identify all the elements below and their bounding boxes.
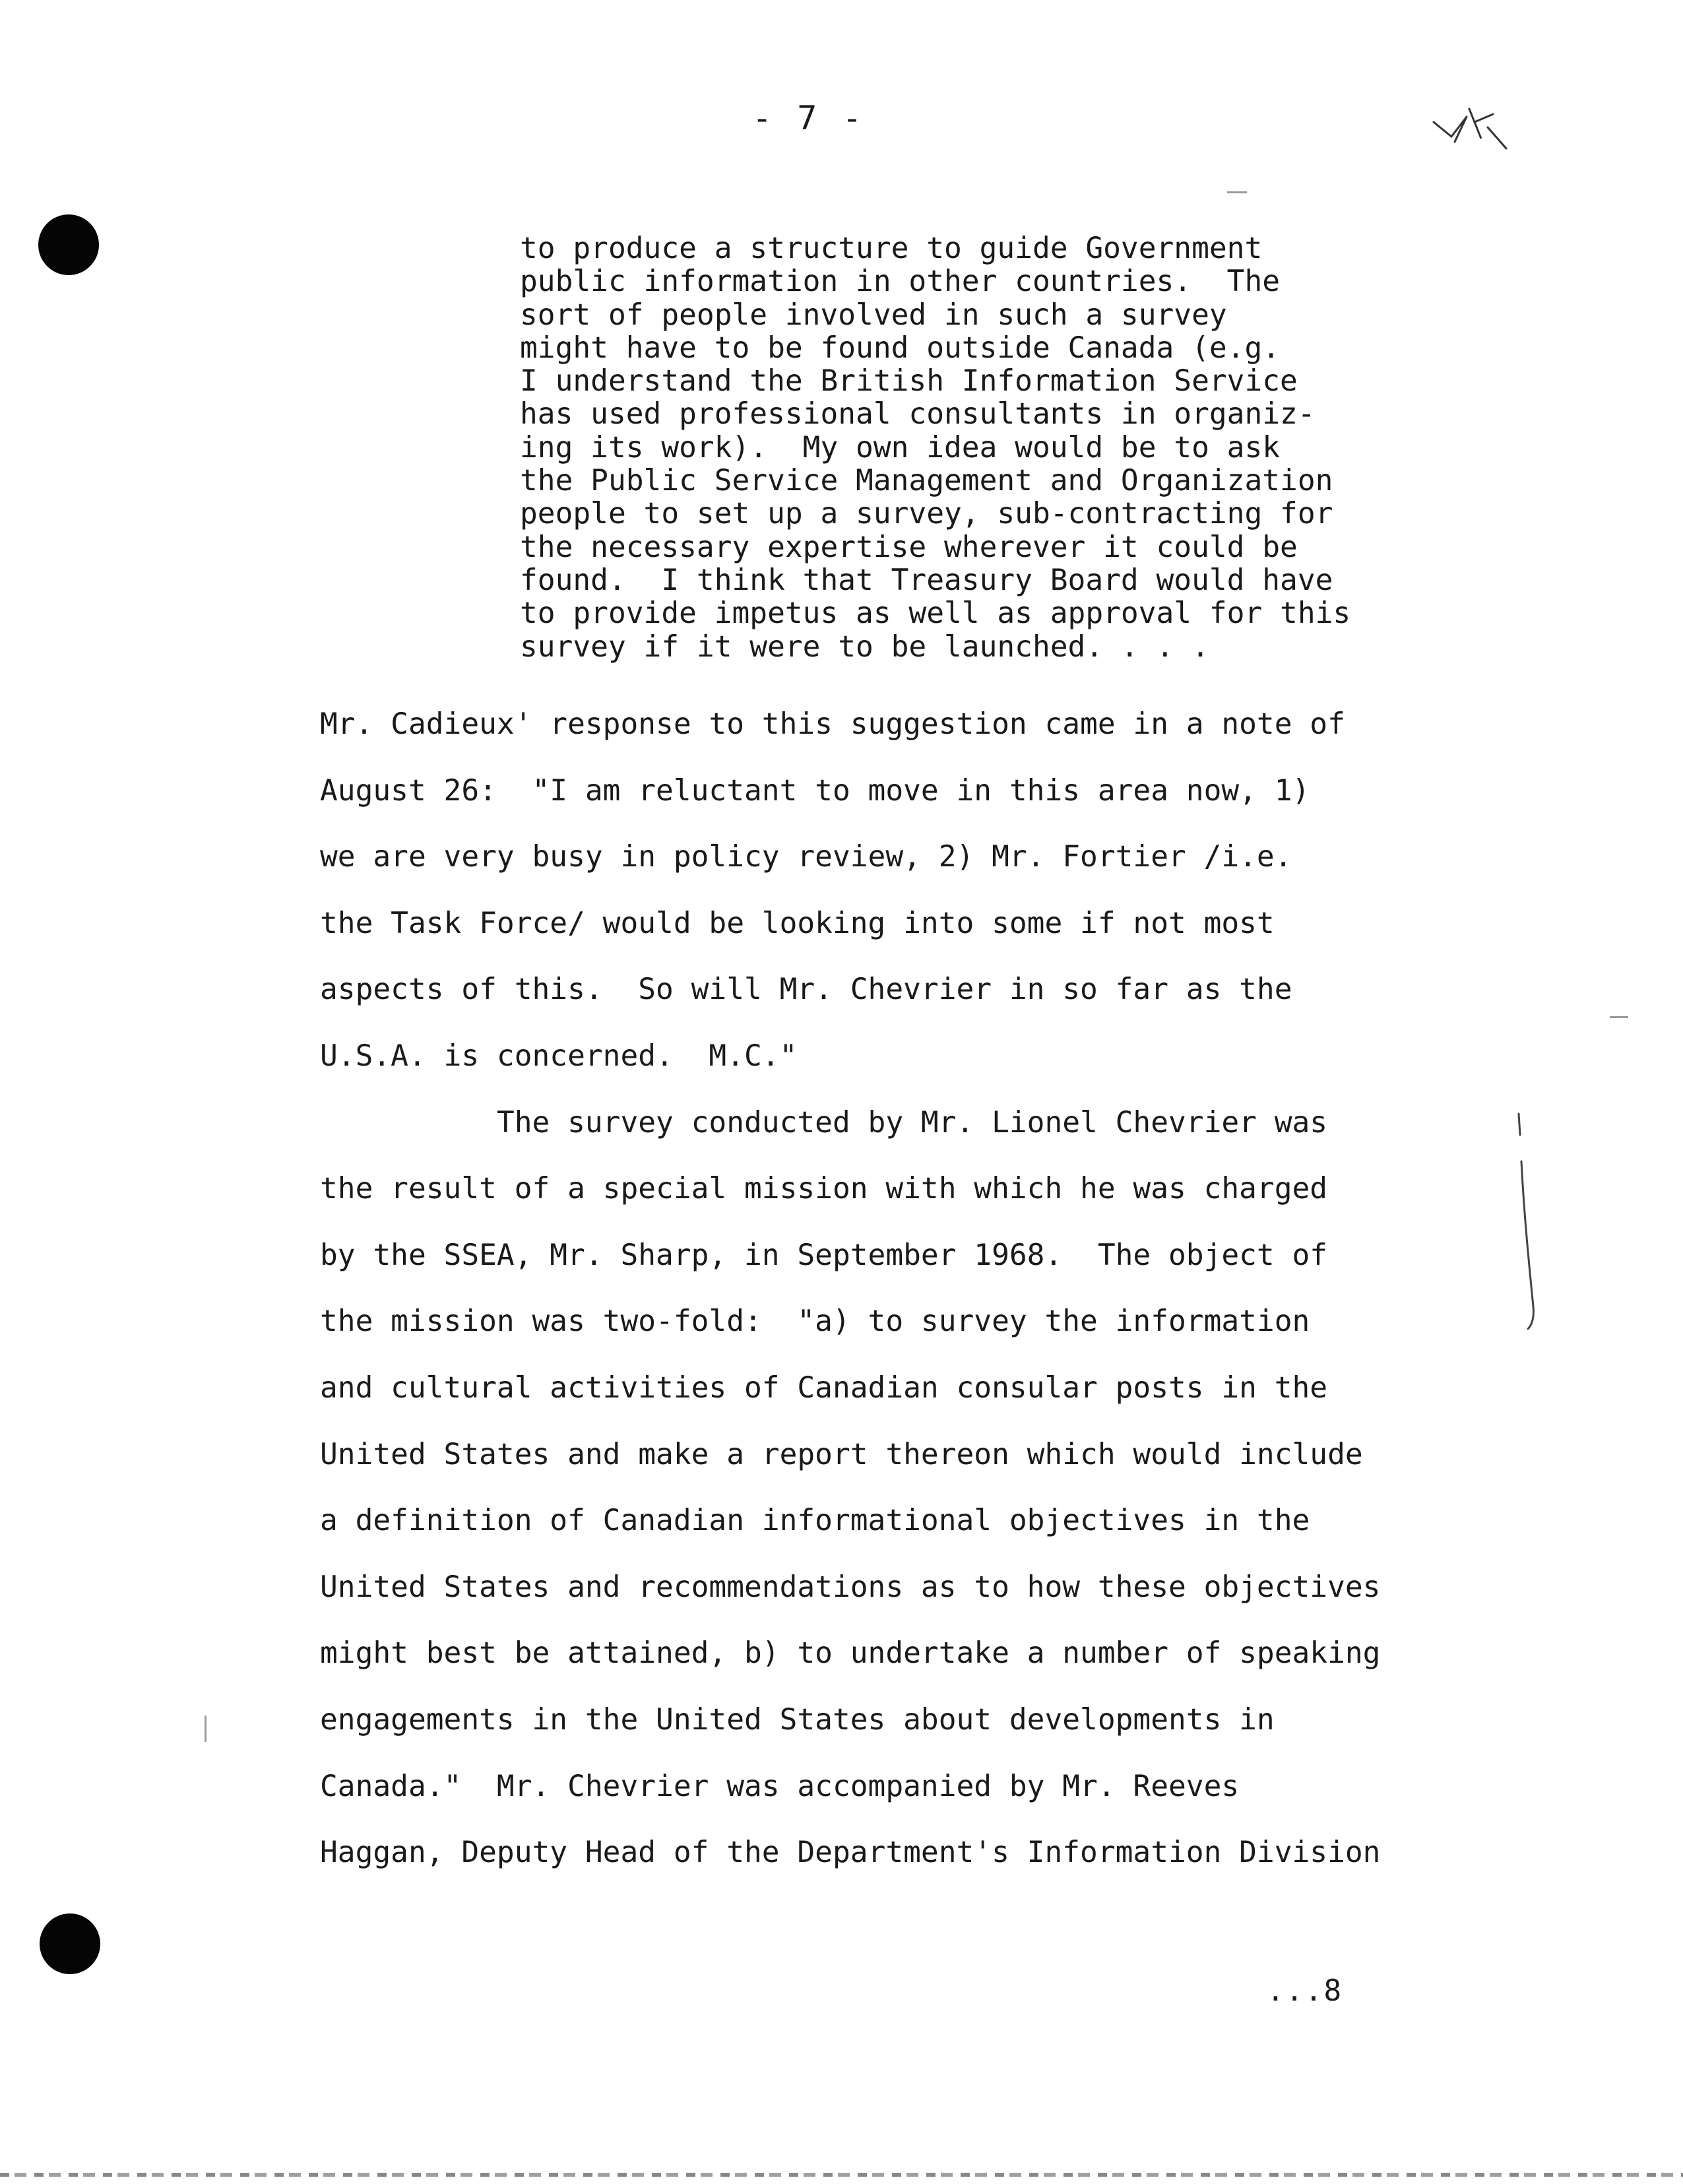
- body-line: aspects of this. So will Mr. Chevrier in so far as the: [320, 973, 1292, 1007]
- page-number: - 7 -: [752, 99, 865, 137]
- body-line: United States and recommendations as to how these objectives: [320, 1570, 1381, 1604]
- quote-line: the Public Service Management and Organization: [520, 464, 1333, 498]
- quote-line: ing its work). My own idea would be to ask: [520, 430, 1281, 465]
- body-line: Canada." Mr. Chevrier was accompanied by Mr. Reeves: [320, 1769, 1240, 1803]
- body-line: and cultural activities of Canadian consular posts in the: [320, 1370, 1328, 1405]
- body-line: The survey conducted by Mr. Lionel Chevrier was: [320, 1105, 1328, 1140]
- quote-line: might have to be found outside Canada (e.g.: [520, 331, 1281, 365]
- body-line: might best be attained, b) to undertake a number of speaking: [320, 1636, 1381, 1671]
- quote-line: the necessary expertise wherever it could be: [520, 530, 1298, 564]
- handwritten-initials-mark: [1428, 102, 1521, 155]
- body-line: the result of a special mission with which he was charged: [320, 1172, 1328, 1206]
- body-line: engagements in the United States about developments in: [320, 1702, 1275, 1737]
- quote-line: to provide impetus as well as approval for this: [520, 596, 1351, 631]
- scan-speck: [1610, 1016, 1628, 1018]
- body-line: U.S.A. is concerned. M.C.": [320, 1039, 798, 1073]
- body-line: August 26: "I am reluctant to move in this area now, 1): [320, 773, 1310, 808]
- punch-hole-bottom: [40, 1913, 100, 1974]
- quote-line: I understand the British Information Service: [520, 364, 1298, 399]
- body-line: a definition of Canadian informational objectives in the: [320, 1504, 1310, 1538]
- body-line: we are very busy in policy review, 2) Mr. Fortier /i.e.: [320, 840, 1292, 874]
- body-line: Mr. Cadieux' response to this suggestion came in a note of: [320, 707, 1345, 741]
- body-line: United States and make a report thereon which would include: [320, 1437, 1363, 1471]
- margin-bracket-mark: [1511, 1108, 1550, 1346]
- scan-speck: [1227, 191, 1247, 193]
- quote-line: to produce a structure to guide Government: [520, 232, 1263, 265]
- quote-line: sort of people involved in such a survey: [520, 298, 1227, 332]
- quote-line: people to set up a survey, sub-contracting for: [520, 497, 1333, 531]
- quote-line: survey if it were to be launched. . . .: [520, 629, 1209, 664]
- quote-line: has used professional consultants in organiz-: [520, 397, 1316, 432]
- scan-speck: [205, 1716, 206, 1742]
- body-text: [320, 691, 1547, 1886]
- body-line: the mission was two-fold: "a) to survey the information: [320, 1304, 1310, 1339]
- indented-quotation: [520, 232, 1483, 664]
- body-line: by the SSEA, Mr. Sharp, in September 1968. The object of: [320, 1238, 1328, 1272]
- quote-line: found. I think that Treasury Board would have: [520, 563, 1333, 597]
- continuation-marker: ...8: [1267, 1974, 1343, 2008]
- body-line: the Task Force/ would be looking into some if not most: [320, 906, 1275, 940]
- punch-hole-top: [38, 214, 99, 275]
- quote-line: public information in other countries. The: [520, 265, 1281, 299]
- body-line: Haggan, Deputy Head of the Department's Information Division: [320, 1836, 1381, 1870]
- scan-bottom-edge: [0, 2173, 1683, 2177]
